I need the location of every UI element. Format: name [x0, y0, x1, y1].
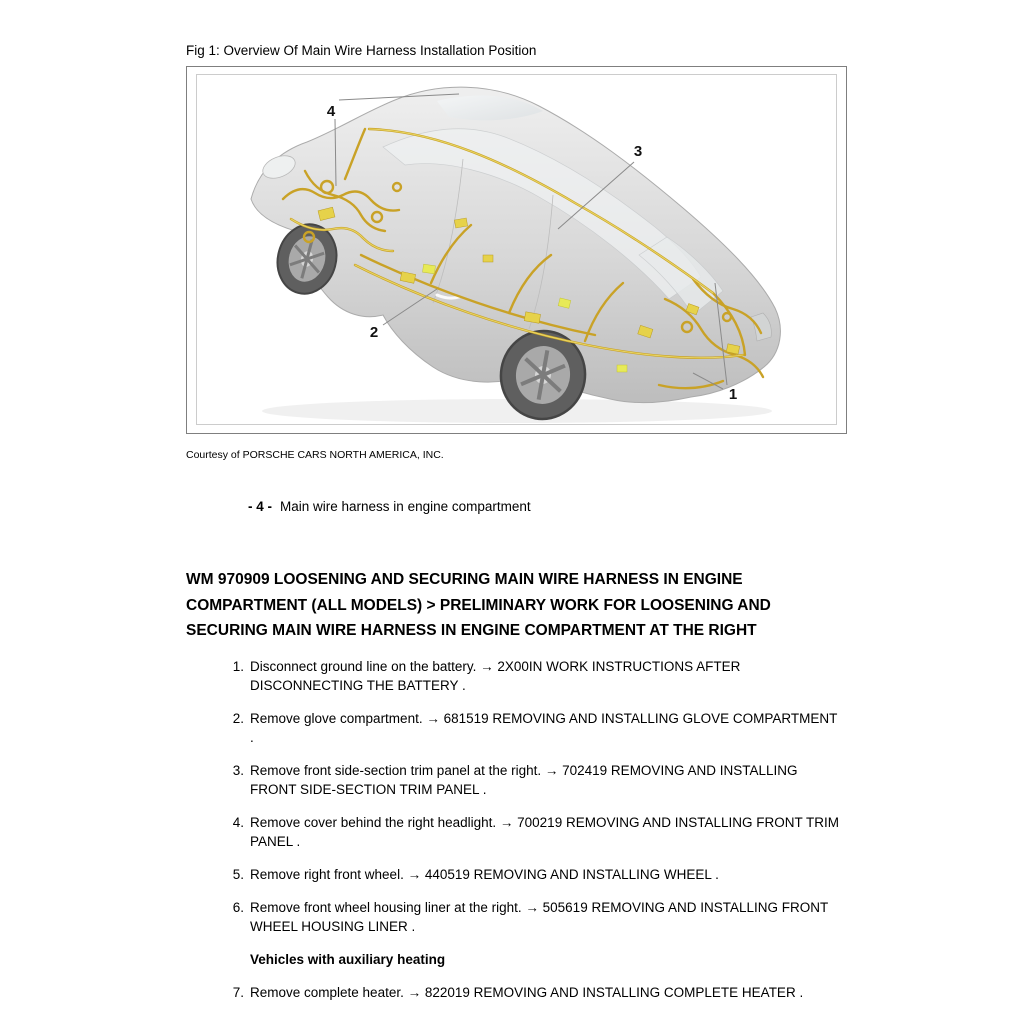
step-text: Remove complete heater. → 822019 REMOVING AND INSTALLING COMPLETE HEATER . — [250, 985, 804, 1000]
callout-4: 4 — [326, 103, 336, 120]
callout-3: 3 — [633, 143, 643, 160]
section-heading: WM 970909 LOOSENING AND SECURING MAIN WIRE HARNESS IN ENGINE COMPARTMENT (ALL MODELS) > PRELIMINARY WORK FOR LOOSENING AND SECURING MAIN WIRE HARNESS IN ENGINE COMPARTMENT AT THE RIGHT — [186, 571, 771, 639]
step-row — [226, 898, 842, 936]
step-number: 7. — [232, 985, 244, 1000]
courtesy-note: Courtesy of PORSCHE CARS NORTH AMERICA, INC. — [186, 449, 444, 461]
step-text: Remove cover behind the right headlight. → 700219 REMOVING AND INSTALLING FRONT TRIM PANEL . — [250, 815, 839, 849]
step-number: 5. — [232, 867, 244, 882]
step-row — [226, 983, 842, 1002]
legend-item-text: Main wire harness in engine compartment — [280, 499, 531, 514]
step-row — [226, 761, 842, 799]
step-row — [226, 865, 842, 884]
step-row — [226, 657, 842, 695]
step-text: Remove right front wheel. → 440519 REMOVING AND INSTALLING WHEEL . — [250, 867, 719, 882]
step-text: Remove glove compartment. → 681519 REMOVING AND INSTALLING GLOVE COMPARTMENT . — [250, 711, 838, 745]
step-number: 2. — [232, 711, 244, 726]
figure-caption: Fig 1: Overview Of Main Wire Harness Installation Position — [186, 43, 537, 58]
step-row — [226, 813, 842, 851]
callout-2: 2 — [369, 324, 379, 341]
vehicles-subheading: Vehicles with auxiliary heating — [250, 952, 446, 967]
step-text: Disconnect ground line on the battery. → 2X00IN WORK INSTRUCTIONS AFTER DISCONNECTING THE BATTERY . — [250, 659, 741, 693]
wiring-diagram-figure — [186, 66, 847, 434]
callout-1: 1 — [728, 386, 738, 403]
procedure-steps — [226, 657, 842, 1016]
step-number: 6. — [232, 900, 244, 915]
legend-item-number: - 4 - — [248, 499, 273, 514]
step-text: Remove front wheel housing liner at the right. → 505619 REMOVING AND INSTALLING FRONT WHEEL HOUSING LINER . — [250, 900, 828, 934]
step-number: 3. — [232, 763, 244, 778]
step-text: Remove front side-section trim panel at the right. → 702419 REMOVING AND INSTALLING FRONT SIDE-SECTION TRIM PANEL . — [250, 763, 798, 797]
step-row — [226, 709, 842, 747]
car-wire-harness-illustration — [187, 67, 846, 433]
step-number: 4. — [232, 815, 244, 830]
figure-legend — [248, 498, 531, 515]
step-number: 1. — [232, 659, 244, 674]
